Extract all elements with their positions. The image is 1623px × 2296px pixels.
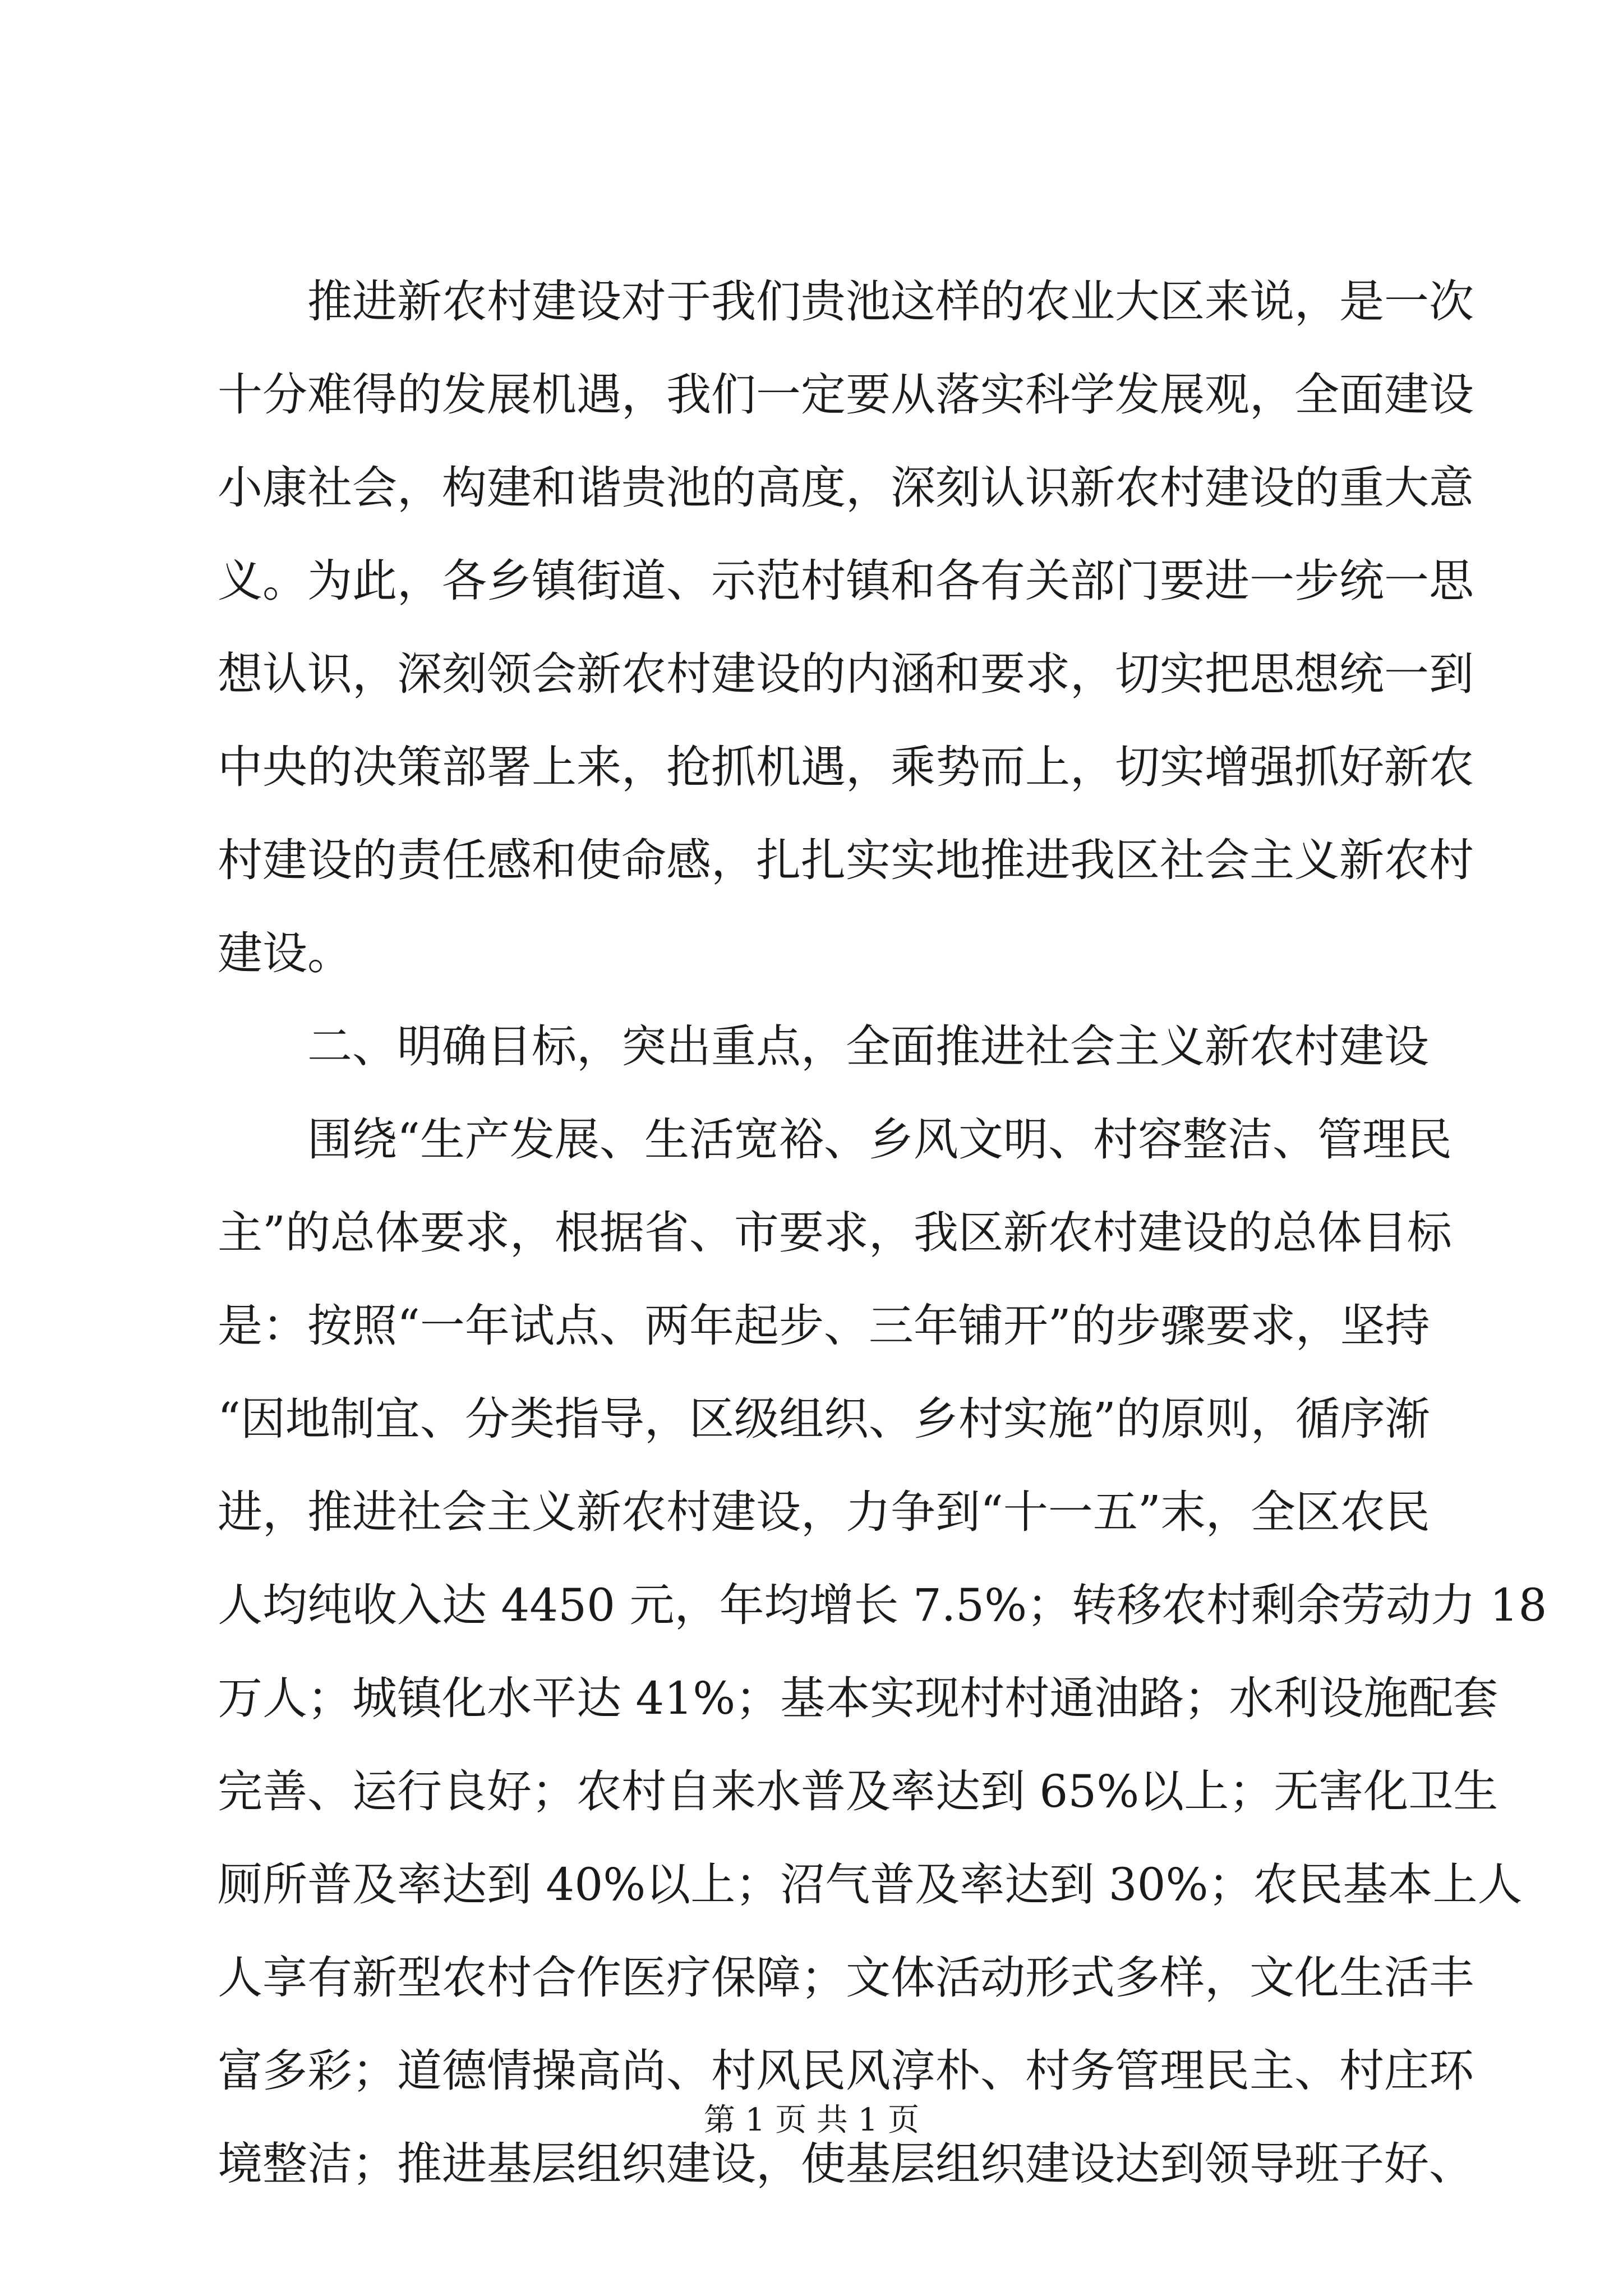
text-line: 想认识，深刻领会新农村建设的内涵和要求，切实把思想统一到 [218, 648, 1474, 700]
text-line: 是：按照“一年试点、两年起步、三年铺开”的步骤要求，坚持 [218, 1300, 1430, 1352]
text-line: 富多彩；道德情操高尚、村风民风淳朴、村务管理民主、村庄环 [218, 2045, 1474, 2097]
text-line: 围绕“生产发展、生活宽裕、乡风文明、村容整洁、管理民 [218, 1114, 1452, 1166]
text-line: 进，推进社会主义新农村建设，力争到“十一五”末，全区农民 [218, 1486, 1430, 1538]
page-footer: 第 1 页 共 1 页 [703, 2102, 920, 2138]
text-line: 人均纯收入达 4450 元，年均增长 7.5%；转移农村剩余劳动力 18 [218, 1579, 1547, 1631]
text-line: 义。为此，各乡镇街道、示范村镇和各有关部门要进一步统一思 [218, 555, 1474, 607]
text-line: 中央的决策部署上来，抢抓机遇，乘势而上，切实增强抓好新农 [218, 741, 1474, 793]
text-line: 建设。 [218, 927, 352, 979]
text-line: 村建设的责任感和使命感，扎扎实实地推进我区社会主义新农村 [218, 834, 1474, 886]
text-line: 十分难得的发展机遇，我们一定要从落实科学发展观，全面建设 [218, 369, 1474, 421]
text-line: 主”的总体要求，根据省、市要求，我区新农村建设的总体目标 [218, 1207, 1452, 1259]
text-line: 厕所普及率达到 40%以上；沼气普及率达到 30%；农民基本上人 [218, 1858, 1523, 1911]
text-line: 人享有新型农村合作医疗保障；文体活动形式多样，文化生活丰 [218, 1952, 1474, 2004]
text-line: “因地制宜、分类指导，区级组织、乡村实施”的原则，循序渐 [218, 1393, 1430, 1445]
text-line: 推进新农村建设对于我们贵池这样的农业大区来说，是一次 [218, 275, 1474, 328]
text-line: 完善、运行良好；农村自来水普及率达到 65%以上；无害化卫生 [218, 1765, 1498, 1818]
text-line: 小康社会，构建和谐贵池的高度，深刻认识新农村建设的重大意 [218, 462, 1474, 514]
section-heading: 二、明确目标，突出重点，全面推进社会主义新农村建设 [218, 1020, 1429, 1073]
text-line: 境整洁；推进基层组织建设，使基层组织建设达到领导班子好、 [218, 2138, 1474, 2190]
text-line: 万人；城镇化水平达 41%；基本实现村村通油路；水利设施配套 [218, 1672, 1498, 1724]
